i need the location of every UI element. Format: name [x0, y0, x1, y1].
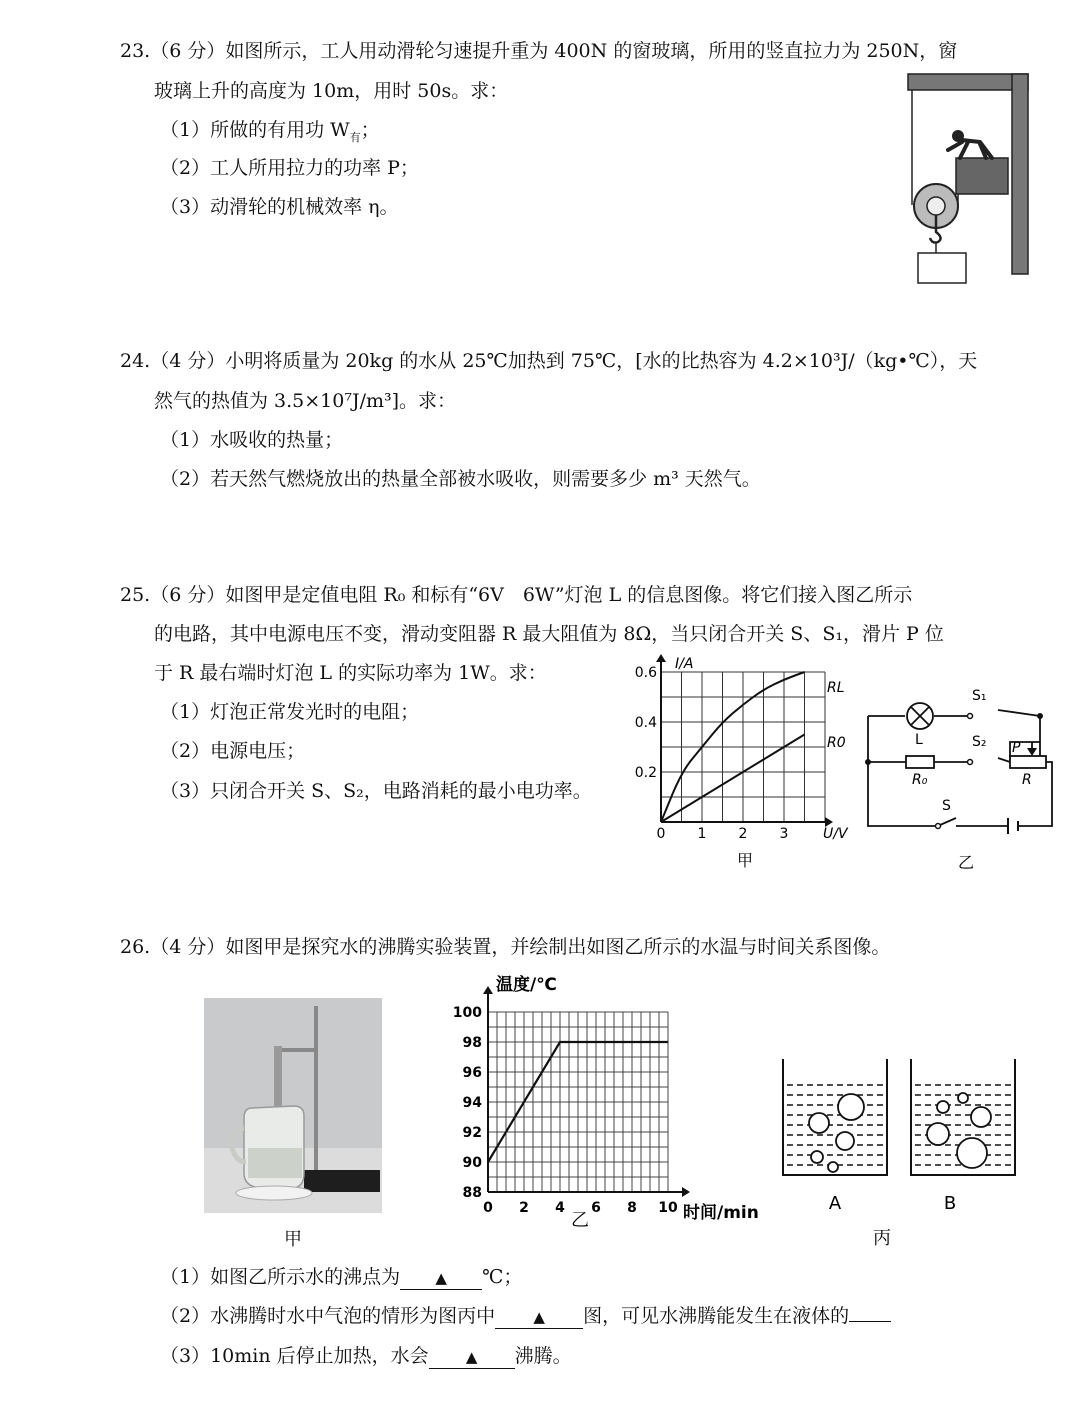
- label-l: L: [915, 732, 923, 748]
- iu-x-axis-label: U/V: [823, 826, 848, 842]
- bubble-b4: [927, 1123, 949, 1145]
- temperature-time-graph: [440, 968, 770, 1230]
- q24-subq-2: （2）若天然气燃烧放出的热量全部被水吸收，则需要多少 m³ 天然气。: [160, 468, 761, 490]
- q26-subq-2-text-b: 图，可见水沸腾能发生在液体的: [583, 1305, 850, 1327]
- tt-y-arrow-icon: [483, 986, 493, 994]
- tt-y-tick-label: 92: [462, 1125, 482, 1141]
- tt-y-axis-label: 温度/℃: [496, 975, 557, 995]
- circuit-wire-top: [868, 710, 1040, 716]
- tt-x-arrow-icon: [682, 1187, 690, 1197]
- bubble-a5: [828, 1162, 838, 1172]
- iu-caption: 甲: [736, 851, 754, 870]
- answer-blank-2[interactable]: ▲: [495, 1306, 583, 1329]
- q25-line-2: 的电路，其中电源电压不变，滑动变阻器 R 最大阻值为 8Ω，当只闭合开关 S、S₁，滑片 P 位: [154, 623, 944, 645]
- q25-subq-1: （1）灯泡正常发光时的电阻；: [160, 701, 420, 723]
- iu-y-arrow-icon: [656, 654, 666, 662]
- circuit-caption: 乙: [957, 853, 975, 872]
- slider-p-arrow-icon: [1027, 748, 1037, 756]
- tt-x-tick-label: 8: [627, 1200, 637, 1216]
- answer-blank-4[interactable]: ▲: [429, 1346, 515, 1369]
- bubble-b2: [937, 1101, 949, 1113]
- q26-subq-3-text: （3）10min 后停止加热，水会: [160, 1345, 429, 1367]
- tt-x-tick-label: 6: [591, 1200, 601, 1216]
- bubble-b3: [971, 1107, 991, 1127]
- frame-vertical-post: [1012, 74, 1028, 274]
- tt-x-tick-label: 0: [483, 1200, 493, 1216]
- iu-x-tick-label: 3: [779, 826, 789, 842]
- circuit-wire-left: [868, 716, 938, 826]
- q26-subq-3-tail: 沸腾。: [514, 1345, 572, 1367]
- worker-body-icon: [948, 140, 992, 158]
- answer-blank-3[interactable]: [849, 1321, 891, 1322]
- bubble-a1: [838, 1094, 864, 1120]
- beaker-label-b: B: [943, 1193, 957, 1214]
- switch-s2-contact-icon: [968, 760, 973, 765]
- label-s: S: [942, 798, 951, 814]
- pulley-diagram: [900, 70, 1050, 285]
- q26-subq-3: [160, 1343, 572, 1369]
- beaker-a: [783, 1059, 887, 1175]
- pulley-hub-icon: [927, 197, 945, 215]
- iu-graph: [625, 652, 855, 877]
- window-glass-load: [918, 253, 966, 283]
- label-p: P: [1012, 740, 1021, 756]
- tt-y-tick-label: 96: [462, 1065, 482, 1081]
- answer-blank-1[interactable]: ▲: [400, 1267, 482, 1290]
- switch-s-blade-icon: [940, 818, 956, 825]
- q23-subq-1: [160, 117, 380, 151]
- label-r0: R₀: [912, 772, 928, 788]
- q24-line-1: 24.（4 分）小明将质量为 20kg 的水从 25℃加热到 75℃，[水的比热容为 4.2×10³J/（kg•℃），天: [120, 350, 978, 372]
- label-s1: S₁: [972, 688, 987, 704]
- bubbles-caption: 丙: [873, 1228, 891, 1249]
- frame-top-beam: [908, 74, 1028, 90]
- bubble-a2: [809, 1113, 829, 1133]
- tt-caption: 乙: [571, 1210, 589, 1230]
- tt-y-tick-label: 94: [462, 1095, 482, 1111]
- iu-curve-label-r0: R0: [827, 735, 846, 751]
- junction-right-dot: [1037, 713, 1043, 719]
- iu-series-r0-line: [661, 735, 805, 823]
- q26-line-1: 26.（4 分）如图甲是探究水的沸腾实验装置，并绘制出如图乙所示的水温与时间关系图像。: [120, 936, 891, 958]
- circuit-diagram: [860, 680, 1065, 875]
- rheostat-r-icon: [1010, 756, 1046, 768]
- label-s2: S₂: [972, 734, 987, 750]
- q23-subq-3: （3）动滑轮的机械效率 η。: [160, 196, 399, 218]
- tt-y-tick-label: 90: [462, 1155, 482, 1171]
- bubble-a4: [811, 1151, 823, 1163]
- circuit-wire-right: [956, 716, 1052, 826]
- battery-icon: [1008, 818, 1018, 834]
- q25-line-3: 于 R 最右端时灯泡 L 的实际功率为 1W。求：: [154, 662, 547, 684]
- beaker-b: [911, 1059, 1015, 1175]
- q26-subq-1: [160, 1264, 522, 1290]
- junction-left-dot: [865, 759, 871, 765]
- tt-x-axis-label: 时间/min: [683, 1203, 759, 1223]
- platform-box: [956, 158, 1008, 194]
- q23-w-subscript: 有: [349, 130, 361, 144]
- label-r: R: [1022, 772, 1032, 788]
- q26-subq-2: [160, 1303, 891, 1329]
- q23-subq-2: （2）工人所用拉力的功率 P；: [160, 157, 419, 179]
- tt-grid: [488, 1012, 668, 1192]
- q23-subq-1-text: （1）所做的有用功 W: [160, 119, 350, 141]
- q26-subq-1-text: （1）如图乙所示水的沸点为: [160, 1266, 401, 1288]
- q24-line-2: 然气的热值为 3.5×10⁷J/m³]。求：: [154, 390, 457, 412]
- q23-line-2: 玻璃上升的高度为 10m，用时 50s。求：: [154, 80, 509, 102]
- iu-curve-label-rl: RL: [827, 680, 845, 696]
- bubbles-diagram: [775, 1055, 1035, 1255]
- tt-x-tick-label: 10: [658, 1200, 678, 1216]
- q25-subq-3: （3）只闭合开关 S、S₂，电路消耗的最小电功率。: [160, 780, 592, 802]
- iu-y-tick-label: 0.6: [634, 665, 657, 681]
- switch-s1-contact-icon: [968, 714, 973, 719]
- q24-subq-1: （1）水吸收的热量；: [160, 429, 344, 451]
- q26-subq-1-unit: ℃；: [482, 1266, 523, 1288]
- apparatus-illustration: [204, 998, 382, 1213]
- iu-x-tick-label: 1: [697, 826, 707, 842]
- bubble-b5: [957, 1138, 987, 1168]
- iu-grid: [661, 672, 825, 822]
- tt-x-tick-label: 4: [555, 1200, 565, 1216]
- tt-y-tick-label: 98: [462, 1035, 482, 1051]
- photo-caption: 甲: [284, 1229, 302, 1250]
- boiling-apparatus-photo: [204, 998, 382, 1213]
- resistor-r0-icon: [906, 756, 934, 768]
- iu-y-tick-label: 0.4: [634, 715, 657, 731]
- bubble-a3: [836, 1132, 854, 1150]
- q25-subq-2: （2）电源电压；: [160, 740, 306, 762]
- iu-x-tick-label: 0: [656, 826, 666, 842]
- beaker-label-a: A: [828, 1193, 842, 1214]
- iu-x-tick-label: 2: [738, 826, 748, 842]
- bubble-b1: [958, 1093, 968, 1103]
- iu-y-tick-label: 0.2: [634, 765, 657, 781]
- tt-y-tick-label: 88: [462, 1185, 482, 1201]
- q23-line-1: 23.（6 分）如图所示，工人用动滑轮匀速提升重为 400N 的窗玻璃，所用的竖直拉力为 250N，窗: [120, 40, 958, 62]
- q23-subq-1-tail: ；: [360, 119, 380, 141]
- tt-x-tick-label: 2: [519, 1200, 529, 1216]
- iu-y-axis-label: I/A: [675, 656, 694, 672]
- q25-line-1: 25.（6 分）如图甲是定值电阻 R₀ 和标有“6V 6W”灯泡 L 的信息图像。将它们接入图乙所示: [120, 584, 913, 606]
- tt-y-tick-label: 100: [452, 1005, 482, 1021]
- q26-subq-2-text: （2）水沸腾时水中气泡的情形为图丙中: [160, 1305, 496, 1327]
